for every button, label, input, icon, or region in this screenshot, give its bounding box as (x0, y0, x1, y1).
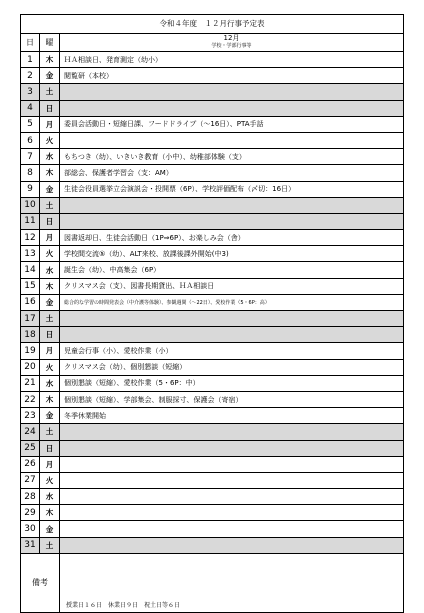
table-row (21, 408, 403, 424)
day-number: 11 (21, 214, 40, 229)
day-number: 20 (21, 360, 40, 375)
event-cell: 冬季休業開始 (64, 411, 106, 420)
table-row (21, 262, 403, 278)
day-number: 28 (21, 489, 40, 504)
weekday-cell: 土 (40, 311, 60, 326)
event-cell: 生徒会役員選挙立会演説会・投開票（6P）、学校評価配布（〆切：16日） (64, 185, 296, 194)
table-row (21, 198, 403, 214)
weekday-cell: 日 (40, 327, 60, 342)
day-number: 1 (21, 52, 40, 67)
event-cell (60, 521, 403, 536)
weekday-cell: 月 (40, 117, 60, 132)
event-cell (60, 327, 403, 342)
table-row (21, 165, 403, 181)
event-cell: 閲覧研（本校） (64, 71, 113, 80)
weekday-cell: 木 (40, 165, 60, 180)
event-cell: もちつき（幼）、いきいき教育（小中）、幼稚部体験（支） (64, 152, 246, 161)
table-row (21, 311, 403, 327)
table-row (21, 441, 403, 457)
event-cell: ＨＡ相談日、発育測定（幼小） (64, 55, 162, 64)
weekday-cell: 金 (40, 295, 60, 310)
weekday-cell: 金 (40, 408, 60, 423)
weekday-cell: 金 (40, 68, 60, 83)
weekday-cell: 金 (40, 521, 60, 536)
event-cell: 児童会行事（小）、愛校作業（小） (64, 346, 173, 355)
weekday-cell: 月 (40, 457, 60, 472)
table-row (21, 230, 403, 246)
event-cell (60, 133, 403, 148)
table-row (21, 489, 403, 505)
event-cell (60, 457, 403, 472)
weekday-cell: 火 (40, 360, 60, 375)
day-number: 4 (21, 101, 40, 116)
day-number: 14 (21, 262, 40, 277)
events-column-header (60, 34, 403, 51)
table-row (21, 117, 403, 133)
weekday-cell: 水 (40, 149, 60, 164)
header-row (21, 34, 403, 52)
weekday-cell: 日 (40, 441, 60, 456)
weekday-cell: 火 (40, 473, 60, 488)
schedule-sheet (20, 14, 404, 613)
day-number: 17 (21, 311, 40, 326)
notes-row (21, 554, 403, 612)
event-cell: 学校間交流⑤（幼）、ALT来校、放課後課外開始(中3) (64, 249, 229, 258)
day-number: 21 (21, 376, 40, 391)
day-number: 7 (21, 149, 40, 164)
day-number: 24 (21, 424, 40, 439)
weekday-cell: 木 (40, 52, 60, 67)
table-row (21, 327, 403, 343)
weekday-cell: 火 (40, 246, 60, 261)
day-number: 10 (21, 198, 40, 213)
event-cell: 個別懇談（短縮）、学部集会、制服採寸、保護会（寄宿） (64, 395, 243, 404)
weekday-cell: 土 (40, 538, 60, 553)
table-row (21, 182, 403, 198)
weekday-cell: 月 (40, 230, 60, 245)
page-title: 令和４年度 １２月行事予定表 (21, 15, 403, 34)
day-number: 23 (21, 408, 40, 423)
event-cell: 総合的な学習の時間発表会（中介護等体験）、参観週間（〜22日）、愛校作業（5・6P：高） (64, 299, 270, 306)
table-row (21, 360, 403, 376)
event-cell (60, 101, 403, 116)
weekday-cell: 水 (40, 262, 60, 277)
table-row (21, 424, 403, 440)
notes-label: 備考 (21, 554, 60, 612)
event-cell (60, 538, 403, 553)
day-number: 8 (21, 165, 40, 180)
weekday-cell: 金 (40, 182, 60, 197)
event-cell (60, 473, 403, 488)
day-number: 16 (21, 295, 40, 310)
table-row (21, 246, 403, 262)
table-row (21, 279, 403, 295)
day-number: 29 (21, 505, 40, 520)
day-rows (21, 52, 403, 554)
table-row (21, 521, 403, 537)
day-number: 5 (21, 117, 40, 132)
weekday-cell: 木 (40, 279, 60, 294)
weekday-column-header: 曜 (40, 34, 60, 51)
event-cell: 図書返却日、生徒会活動日（1P⇒6P）、お楽しみ会（舎） (64, 233, 245, 242)
day-number: 18 (21, 327, 40, 342)
weekday-cell: 水 (40, 376, 60, 391)
table-row (21, 457, 403, 473)
event-cell (60, 441, 403, 456)
weekday-cell: 火 (40, 133, 60, 148)
day-number: 6 (21, 133, 40, 148)
event-cell (60, 311, 403, 326)
day-number: 25 (21, 441, 40, 456)
event-cell (60, 505, 403, 520)
event-cell: 誕生会（幼）、中高集会（6P） (64, 266, 161, 275)
weekday-cell: 土 (40, 84, 60, 99)
day-number: 27 (21, 473, 40, 488)
day-number: 19 (21, 343, 40, 358)
table-row (21, 392, 403, 408)
day-number: 30 (21, 521, 40, 536)
day-number: 15 (21, 279, 40, 294)
day-column-header: 日 (21, 34, 40, 51)
weekday-cell: 木 (40, 392, 60, 407)
event-cell (60, 84, 403, 99)
table-row (21, 68, 403, 84)
event-cell (60, 489, 403, 504)
weekday-cell: 日 (40, 101, 60, 116)
table-row (21, 101, 403, 117)
day-number: 12 (21, 230, 40, 245)
event-cell: 委員会活動日・短縮日課、フードドライブ（〜16日）、PTA手話 (64, 120, 264, 129)
event-cell (60, 198, 403, 213)
event-cell: クリスマス会（幼）、個別懇談（短縮） (64, 363, 187, 372)
event-cell: 個別懇談（短縮）、愛校作業（5・6P：中） (64, 379, 200, 388)
month-label: 12月 (223, 34, 240, 42)
day-number: 31 (21, 538, 40, 553)
table-row (21, 295, 403, 311)
table-row (21, 149, 403, 165)
weekday-cell: 月 (40, 343, 60, 358)
table-row (21, 214, 403, 230)
weekday-cell: 日 (40, 214, 60, 229)
table-row (21, 343, 403, 359)
table-row (21, 133, 403, 149)
weekday-cell: 木 (40, 505, 60, 520)
event-cell (60, 424, 403, 439)
event-cell (60, 214, 403, 229)
table-row (21, 538, 403, 554)
day-number: 26 (21, 457, 40, 472)
events-label: 学校・学部行事等 (211, 42, 252, 49)
table-row (21, 505, 403, 521)
day-number: 9 (21, 182, 40, 197)
event-cell: クリスマス会（支）、図書長期貸出、ＨＡ相談日 (64, 282, 215, 291)
weekday-cell: 土 (40, 424, 60, 439)
day-number: 13 (21, 246, 40, 261)
notes-summary: 授業日１６日 休業日９日 祝土日等６日 (66, 601, 181, 609)
table-row (21, 473, 403, 489)
table-row (21, 84, 403, 100)
day-number: 3 (21, 84, 40, 99)
event-cell: 部総会、保護者学習会（支：AM） (64, 168, 173, 177)
weekday-cell: 土 (40, 198, 60, 213)
weekday-cell: 水 (40, 489, 60, 504)
day-number: 2 (21, 68, 40, 83)
day-number: 22 (21, 392, 40, 407)
table-row (21, 52, 403, 68)
table-row (21, 376, 403, 392)
